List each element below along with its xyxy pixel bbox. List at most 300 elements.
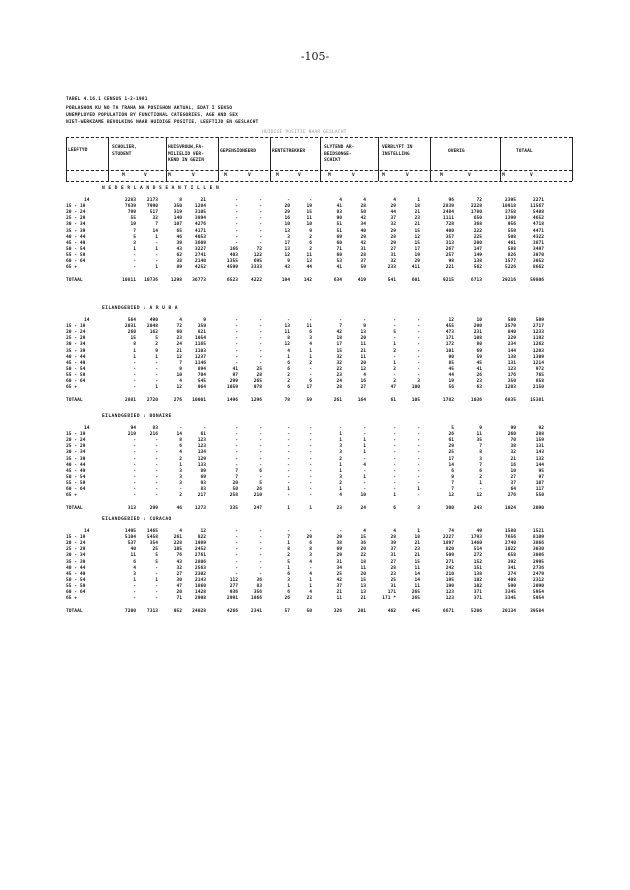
table-row: [0, 342, 630, 348]
table-cell: 1793: [470, 535, 482, 541]
table-cell: 1: [133, 246, 136, 252]
table-cell: 190: [445, 583, 454, 589]
table-cell: 233: [387, 265, 396, 271]
table-cell: 799: [127, 210, 136, 216]
table-cell: 4252: [194, 265, 206, 271]
table-cell: 247: [253, 506, 262, 512]
table-cell: -: [417, 474, 420, 480]
table-cell: 265: [253, 379, 262, 384]
table-cell: 1355: [226, 259, 238, 264]
table-cell: 99: [510, 426, 516, 431]
column-header-c2: [168, 145, 204, 165]
table-cell: -: [393, 336, 396, 342]
table-cell: 274: [507, 571, 516, 577]
table-cell: 3: [339, 474, 342, 480]
table-cell: -: [309, 372, 312, 378]
table-cell: 144: [507, 348, 516, 354]
table-cell: 10001: [192, 398, 206, 404]
table-cell: 28: [390, 234, 396, 240]
table-cell: -: [155, 583, 158, 589]
table-cell: 2: [179, 493, 182, 499]
table-cell: 368: [473, 222, 482, 228]
sex-label: M: [122, 173, 125, 178]
table-row: [0, 596, 630, 602]
table-cell: -: [133, 468, 136, 474]
row-label: 55 - 59: [66, 480, 86, 486]
table-cell: 93: [200, 480, 206, 486]
table-cell: 4266: [226, 609, 238, 615]
table-cell: 1054: [194, 336, 206, 342]
table-cell: 271: [445, 559, 454, 565]
table-cell: 32: [510, 450, 516, 456]
row-label: 14: [84, 529, 90, 534]
table-row: [0, 349, 630, 355]
table-cell: 26: [284, 596, 290, 602]
table-cell: 3070: [532, 252, 544, 258]
table-cell: -: [259, 360, 262, 366]
table-cell: 166: [229, 246, 238, 252]
table-cell: 23: [336, 506, 342, 512]
row-label: 50 - 54: [66, 246, 86, 252]
table-cell: 28: [360, 204, 366, 210]
table-cell: 7: [179, 360, 182, 366]
table-cell: -: [309, 366, 312, 372]
table-cell: -: [235, 240, 238, 246]
table-cell: 1: [417, 529, 420, 534]
table-cell: 132: [535, 456, 544, 462]
table-cell: 2806: [194, 559, 206, 565]
table-cell: -: [133, 360, 136, 366]
table-cell: 4: [179, 379, 182, 384]
table-cell: 200: [473, 240, 482, 246]
sex-label: V: [144, 173, 147, 178]
table-cell: 952: [173, 609, 182, 615]
table-row: [0, 253, 630, 259]
table-cell: 1: [417, 487, 420, 492]
table-cell: -: [417, 372, 420, 378]
table-cell: 23: [414, 547, 420, 553]
row-label: 60 - 64: [66, 379, 86, 384]
table-cell: 1: [155, 265, 158, 271]
table-cell: 3: [287, 577, 290, 583]
table-cell: 1465: [146, 529, 158, 534]
table-cell: 9: [479, 426, 482, 431]
row-label: 25 - 29: [66, 336, 86, 342]
table-cell: 144: [535, 462, 544, 468]
table-cell: 260: [507, 432, 516, 438]
row-label: 50 - 54: [66, 366, 86, 372]
table-row: [0, 457, 630, 463]
table-cell: -: [287, 450, 290, 456]
table-cell: -: [417, 444, 420, 450]
row-label: 65 +: [66, 596, 78, 602]
sex-label: V: [468, 173, 471, 178]
table-cell: 17: [284, 240, 290, 246]
page-number: -105-: [300, 50, 330, 63]
table-cell: -: [235, 553, 238, 559]
table-cell: 2: [479, 474, 482, 480]
table-cell: 25: [390, 577, 396, 583]
table-cell: 822: [197, 535, 206, 541]
column-header-age: [68, 148, 87, 155]
row-label: 60 - 64: [66, 590, 86, 595]
table-cell: 63: [476, 385, 482, 391]
table-cell: 562: [473, 265, 482, 271]
table-cell: -: [259, 354, 262, 360]
table-cell: -: [363, 426, 366, 431]
table-cell: -: [235, 354, 238, 360]
table-row: [0, 493, 630, 499]
table-cell: 4322: [532, 234, 544, 240]
table-cell: 152: [473, 559, 482, 565]
table-cell: 7200: [124, 609, 136, 615]
table-cell: -: [417, 456, 420, 462]
table-cell: -: [155, 252, 158, 258]
table-cell: -: [133, 583, 136, 589]
table-cell: 5: [133, 234, 136, 240]
table-cell: -: [235, 222, 238, 228]
table-cell: -: [155, 240, 158, 246]
table-cell: 3: [309, 336, 312, 342]
table-cell: 11: [414, 583, 420, 589]
table-cell: 15: [360, 577, 366, 583]
table-cell: 2031: [124, 324, 136, 330]
table-cell: 1: [309, 577, 312, 583]
table-cell: 31: [390, 252, 396, 258]
table-row: [0, 584, 630, 590]
table-cell: -: [339, 426, 342, 431]
table-cell: 335: [229, 506, 238, 512]
sex-label: M: [440, 173, 443, 178]
table-row: [0, 385, 630, 391]
row-label: 60 - 64: [66, 259, 86, 264]
title-line-2: UNEMPLOYED POPULATION BY FUNCTIONAL CATEGORIES, AGE AND SEX: [66, 113, 239, 118]
sex-label: V: [352, 173, 355, 178]
table-cell: 134: [197, 450, 206, 456]
table-cell: 45: [476, 360, 482, 366]
table-cell: 419: [357, 278, 366, 284]
sex-label: M: [168, 173, 171, 178]
table-cell: 1399: [504, 216, 516, 222]
table-cell: 10: [284, 222, 290, 228]
table-cell: 15: [414, 559, 420, 565]
column-header-line: GEPENSIONEERD: [220, 149, 256, 154]
table-cell: 300: [445, 506, 454, 512]
table-cell: 461: [507, 240, 516, 246]
row-label: 25 - 29: [66, 216, 86, 222]
table-cell: 1: [287, 506, 290, 512]
table-cell: 704: [197, 372, 206, 378]
table-cell: 100: [411, 385, 420, 391]
table-cell: 2908: [194, 596, 206, 602]
table-cell: 2736: [532, 565, 544, 571]
table-cell: 3758: [504, 210, 516, 216]
table-cell: -: [287, 462, 290, 468]
table-cell: -: [235, 541, 238, 547]
table-cell: 44: [306, 265, 312, 271]
table-cell: 123: [197, 444, 206, 450]
table-cell: 15: [414, 240, 420, 246]
table-cell: 4276: [194, 222, 206, 228]
table-cell: 37: [336, 583, 342, 589]
table-cell: 32: [152, 216, 158, 222]
table-cell: 1214: [532, 360, 544, 366]
table-cell: 25: [152, 547, 158, 553]
table-cell: 3: [133, 571, 136, 577]
total-row: [0, 609, 630, 615]
table-cell: 8662: [532, 265, 544, 271]
table-cell: -: [393, 438, 396, 444]
table-cell: 1: [309, 348, 312, 354]
table-cell: 32: [390, 259, 396, 264]
table-cell: -: [259, 444, 262, 450]
row-label: 30 - 34: [66, 222, 86, 228]
table-cell: 25: [448, 450, 454, 456]
table-cell: 23: [336, 372, 342, 378]
table-cell: -: [259, 432, 262, 438]
table-cell: 1192: [532, 336, 544, 342]
table-cell: 7: [155, 222, 158, 228]
table-cell: 9215: [442, 278, 454, 284]
table-cell: 25: [256, 366, 262, 372]
table-cell: 15: [130, 336, 136, 342]
table-cell: -: [259, 342, 262, 348]
table-cell: 83: [256, 583, 262, 589]
table-cell: -: [309, 450, 312, 456]
table-cell: 3: [339, 444, 342, 450]
table-cell: 4: [179, 318, 182, 323]
table-cell: -: [309, 565, 312, 571]
table-cell: 17: [306, 385, 312, 391]
column-divider-9: [572, 137, 573, 181]
table-cell: 2484: [442, 210, 454, 216]
table-cell: 123: [197, 438, 206, 444]
table-cell: 176: [507, 372, 516, 378]
table-cell: 38: [336, 541, 342, 547]
table-cell: 6523: [226, 278, 238, 284]
table-cell: 14: [152, 228, 158, 234]
table-cell: 29: [360, 234, 366, 240]
table-cell: 15: [360, 535, 366, 541]
table-cell: 5458: [146, 535, 158, 541]
table-cell: 6: [287, 590, 290, 595]
table-cell: -: [235, 456, 238, 462]
table-cell: 1580: [504, 529, 516, 534]
table-cell: 4: [363, 372, 366, 378]
section-title: N E D E R L A N D S E A N T I L L E N: [102, 186, 220, 191]
total-row: [0, 278, 630, 284]
table-cell: 18: [414, 535, 420, 541]
table-cell: 42: [336, 577, 342, 583]
table-cell: 1989: [194, 541, 206, 547]
row-label: TOTAAL: [66, 398, 83, 404]
table-cell: 5: [287, 559, 290, 565]
table-cell: 265: [411, 590, 420, 595]
table-cell: 2717: [532, 324, 544, 330]
table-row: [0, 222, 630, 228]
table-cell: -: [235, 444, 238, 450]
table-cell: 1: [179, 462, 182, 468]
table-cell: 11: [306, 324, 312, 330]
table-cell: 7990: [146, 204, 158, 210]
row-label: 40 - 44: [66, 354, 86, 360]
table-cell: 44: [448, 372, 454, 378]
table-cell: 341: [507, 565, 516, 571]
table-cell: -: [393, 456, 396, 462]
sex-label: M: [224, 173, 227, 178]
table-cell: 6713: [470, 278, 482, 284]
table-cell: 3345: [504, 590, 516, 595]
column-divider-5: [320, 137, 321, 181]
table-cell: 2: [393, 366, 396, 372]
table-cell: -: [309, 474, 312, 480]
table-cell: 31: [390, 583, 396, 589]
table-cell: 28: [336, 385, 342, 391]
table-cell: -: [417, 493, 420, 499]
table-cell: 164: [357, 398, 366, 404]
table-cell: 38: [510, 444, 516, 450]
table-cell: 1036: [470, 398, 482, 404]
table-cell: 1: [339, 432, 342, 438]
table-cell: -: [259, 541, 262, 547]
table-cell: 550: [535, 493, 544, 499]
table-cell: 149: [473, 252, 482, 258]
table-cell: -: [235, 360, 238, 366]
table-cell: 728: [445, 222, 454, 228]
table-cell: 21: [414, 541, 420, 547]
sex-label: M: [502, 173, 505, 178]
table-cell: 20: [360, 571, 366, 577]
table-cell: -: [155, 450, 158, 456]
table-cell: 138: [473, 571, 482, 577]
table-cell: 473: [445, 330, 454, 336]
table-cell: 19: [130, 222, 136, 228]
table-cell: 23: [414, 216, 420, 222]
table-cell: -: [393, 462, 396, 468]
table-cell: 72: [256, 246, 262, 252]
table-cell: 590: [507, 583, 516, 589]
table-cell: 2048: [146, 324, 158, 330]
table-cell: 411: [411, 265, 420, 271]
column-divider-4: [270, 137, 271, 181]
column-divider-0: [66, 137, 67, 181]
table-cell: -: [133, 462, 136, 468]
table-cell: 392: [507, 559, 516, 565]
table-cell: 3: [287, 234, 290, 240]
table-row: [0, 361, 630, 367]
column-header-line: INSTELLING: [382, 151, 410, 157]
table-row: [0, 247, 630, 253]
table-cell: 7: [235, 474, 238, 480]
table-cell: -: [259, 330, 262, 336]
table-cell: 39: [176, 240, 182, 246]
header-rule-bottom: [66, 181, 572, 182]
table-cell: 83: [152, 426, 158, 431]
table-cell: 3871: [532, 240, 544, 246]
table-cell: 8: [179, 438, 182, 444]
table-cell: 12: [448, 493, 454, 499]
table-cell: 9: [155, 348, 158, 354]
table-cell: 131: [535, 444, 544, 450]
table-cell: 47: [176, 583, 182, 589]
table-cell: 2: [179, 456, 182, 462]
table-cell: 4: [363, 529, 366, 534]
column-header-line: SLYTEND AR-: [324, 145, 355, 150]
table-cell: 147: [473, 246, 482, 252]
table-cell: 171: [445, 336, 454, 342]
table-cell: 2479: [532, 571, 544, 577]
row-label: 20 - 24: [66, 438, 86, 444]
table-cell: 1: [393, 342, 396, 348]
table-cell: 1284: [194, 204, 206, 210]
table-cell: -: [235, 438, 238, 444]
table-cell: 23: [476, 379, 482, 384]
table-cell: 4599: [226, 265, 238, 271]
table-cell: 50: [360, 210, 366, 216]
table-cell: -: [363, 487, 366, 492]
table-cell: 105: [173, 547, 182, 553]
table-cell: 3227: [194, 246, 206, 252]
table-row: [0, 367, 630, 373]
column-header-c1: [112, 145, 137, 158]
table-cell: 96: [448, 198, 454, 203]
table-cell: 27: [510, 474, 516, 480]
table-cell: 3497: [532, 246, 544, 252]
column-header-line: BEIDSONGE-: [324, 151, 352, 157]
table-cell: 1146: [194, 360, 206, 366]
table-cell: 509: [535, 318, 544, 323]
table-cell: 1233: [532, 330, 544, 336]
table-cell: 51: [336, 228, 342, 234]
table-cell: 8: [179, 198, 182, 203]
table-cell: 1203: [532, 348, 544, 354]
table-cell: 7639: [124, 204, 136, 210]
table-cell: 21: [360, 596, 366, 602]
table-cell: 5: [451, 426, 454, 431]
table-cell: 32: [336, 354, 342, 360]
table-cell: 61: [448, 438, 454, 444]
table-cell: 9: [287, 259, 290, 264]
table-cell: -: [287, 474, 290, 480]
table-cell: 60: [176, 330, 182, 336]
table-cell: 6671: [442, 609, 454, 615]
column-divider-2: [166, 137, 167, 181]
table-cell: 4: [363, 462, 366, 468]
table-cell: -: [235, 228, 238, 234]
table-cell: 267: [445, 246, 454, 252]
table-row: [0, 373, 630, 379]
table-cell: 408: [507, 577, 516, 583]
table-cell: -: [179, 426, 182, 431]
table-cell: 11567: [530, 204, 544, 210]
table-cell: -: [155, 590, 158, 595]
table-cell: 41: [336, 265, 342, 271]
table-cell: 508: [507, 234, 516, 240]
table-cell: 8: [309, 547, 312, 553]
table-cell: 10: [306, 222, 312, 228]
table-cell: 14: [176, 432, 182, 438]
table-cell: -: [309, 480, 312, 486]
table-cell: 11: [306, 216, 312, 222]
table-cell: -: [417, 318, 420, 323]
table-cell: 277: [229, 583, 238, 589]
table-cell: -: [417, 426, 420, 431]
table-cell: 936: [229, 590, 238, 595]
table-cell: -: [259, 426, 262, 431]
table-cell: 10: [476, 318, 482, 323]
table-cell: 21: [336, 590, 342, 595]
table-cell: 143: [535, 450, 544, 456]
